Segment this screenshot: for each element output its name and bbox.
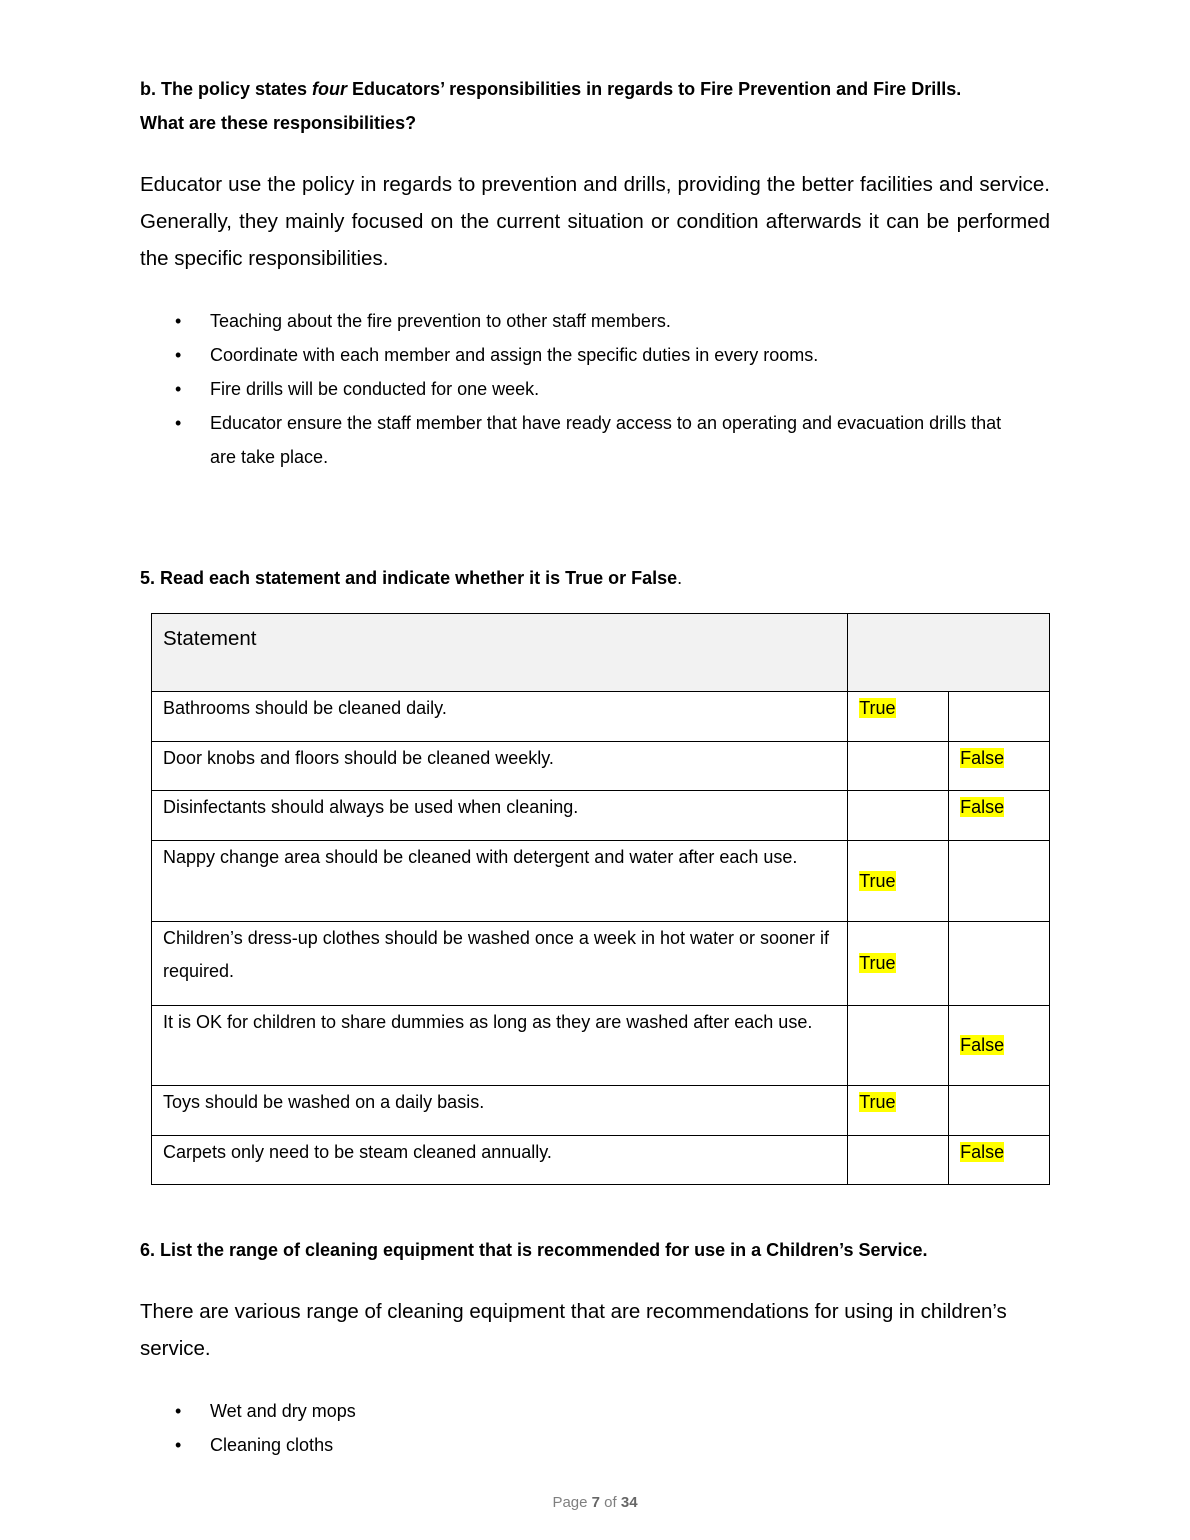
footer-of-label: of — [600, 1494, 621, 1511]
footer-page-label: Page — [552, 1494, 592, 1511]
false-answer: False — [960, 797, 1005, 817]
true-cell — [848, 1136, 949, 1185]
question-b-heading — [140, 72, 1050, 140]
question-6-heading: 6. List the range of cleaning equipment that is recommended for use in a Children’s Service. — [140, 1240, 928, 1260]
list-item-text: Teaching about the fire prevention to other staff members. — [210, 311, 671, 331]
bullet-icon: • — [175, 1401, 182, 1421]
statement-cell: Children’s dress-up clothes should be washed once a week in hot water or sooner if required. — [152, 922, 848, 1006]
statement-cell: Nappy change area should be cleaned with detergent and water after each use. — [152, 841, 848, 922]
table-row — [152, 692, 1050, 742]
true-answer: True — [859, 698, 896, 718]
true-cell — [848, 791, 949, 841]
question-5-period: . — [677, 568, 683, 588]
header-statement: Statement — [152, 614, 848, 692]
statement-cell: Toys should be washed on a daily basis. — [152, 1086, 848, 1136]
list-item-text: Fire drills will be conducted for one week. — [210, 379, 540, 399]
table-row — [152, 1136, 1050, 1185]
list-item — [140, 406, 1050, 474]
false-cell — [949, 791, 1050, 841]
answer-6-intro: There are various range of cleaning equipment that are recommendations for using in children’s service. — [140, 1300, 1007, 1360]
false-answer: False — [960, 1035, 1005, 1055]
table-row — [152, 742, 1050, 791]
list-item — [140, 304, 1050, 338]
list-item-text: Coordinate with each member and assign the specific duties in every rooms. — [210, 345, 819, 365]
answer-b-intro: Educator use the policy in regards to prevention and drills, providing the better facilities and service. Generally, they mainly focused on the current situation or condition afterwards it can be performed the specific responsibilities. — [140, 173, 1050, 270]
answer-6-bullet-list — [140, 1394, 1050, 1462]
question-b-emphasis: four — [312, 79, 348, 99]
false-cell — [949, 1086, 1050, 1136]
statement-cell: Disinfectants should always be used when cleaning. — [152, 791, 848, 841]
table-row — [152, 922, 1050, 1006]
false-cell — [949, 742, 1050, 791]
true-cell — [848, 1006, 949, 1086]
table-row — [152, 791, 1050, 841]
false-cell — [949, 841, 1050, 922]
statement-cell: It is OK for children to share dummies as long as they are washed after each use. — [152, 1006, 848, 1086]
false-cell — [949, 1006, 1050, 1086]
true-cell — [848, 841, 949, 922]
header-answer — [848, 614, 1050, 692]
footer-page-number: 7 — [591, 1494, 600, 1511]
table-row — [152, 1006, 1050, 1086]
false-answer: False — [960, 1142, 1005, 1162]
statement-cell: Carpets only need to be steam cleaned annually. — [152, 1136, 848, 1185]
statement-cell: Door knobs and floors should be cleaned weekly. — [152, 742, 848, 791]
true-cell — [848, 692, 949, 742]
question-b-line2: What are these responsibilities? — [140, 113, 417, 133]
table-header-row — [152, 614, 1050, 692]
table-row — [152, 841, 1050, 922]
bullet-icon: • — [175, 379, 182, 399]
false-cell — [949, 692, 1050, 742]
question-5-text: 5. Read each statement and indicate whether it is True or False — [140, 568, 678, 588]
list-item — [140, 372, 1050, 406]
true-answer: True — [859, 953, 896, 973]
question-b-suffix: Educators’ responsibilities in regards to Fire Prevention and Fire Drills. — [347, 79, 962, 99]
true-cell — [848, 922, 949, 1006]
list-item-text: Educator ensure the staff member that have ready access to an operating and evacuation drills that are take place. — [210, 413, 1002, 467]
footer-page-total: 34 — [620, 1494, 638, 1511]
list-item — [140, 1394, 1050, 1428]
question-5-heading — [140, 561, 1050, 595]
bullet-icon: • — [175, 1435, 182, 1455]
true-cell — [848, 1086, 949, 1136]
list-item-text: Cleaning cloths — [210, 1435, 334, 1455]
false-answer: False — [960, 748, 1005, 768]
table-row — [152, 1086, 1050, 1136]
bullet-icon: • — [175, 311, 182, 331]
list-item — [140, 338, 1050, 372]
false-cell — [949, 922, 1050, 1006]
bullet-icon: • — [175, 413, 182, 433]
question-b-prefix: b. The policy states — [140, 79, 313, 99]
list-item-text: Wet and dry mops — [210, 1401, 356, 1421]
true-cell — [848, 742, 949, 791]
list-item — [140, 1428, 1050, 1462]
answer-b-bullet-list — [140, 304, 1050, 474]
false-cell — [949, 1136, 1050, 1185]
true-answer: True — [859, 870, 896, 891]
bullet-icon: • — [175, 345, 182, 365]
statement-cell: Bathrooms should be cleaned daily. — [152, 692, 848, 742]
true-answer: True — [859, 1092, 896, 1112]
page-footer — [0, 1494, 1190, 1511]
true-false-table — [151, 613, 1050, 1185]
